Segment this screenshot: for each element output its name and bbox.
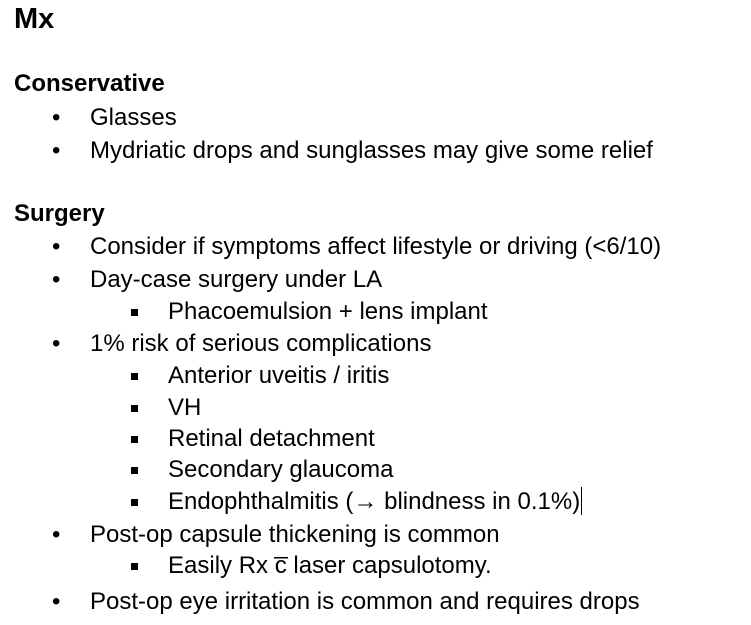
sub-list-item (0, 424, 751, 454)
sub-list-item (0, 297, 751, 327)
square-bullet-icon (131, 405, 138, 412)
list-item (0, 520, 751, 550)
sub-list-item-text: VH (168, 394, 202, 421)
square-bullet-icon (131, 563, 138, 570)
text-cursor (581, 487, 582, 515)
list-item-text: Glasses (90, 104, 177, 131)
square-bullet-icon (131, 499, 138, 506)
bullet-icon: • (52, 588, 61, 615)
sub-list-item-text: Endophthalmitis (→ blindness in 0.1%) (168, 488, 581, 515)
bullet-icon: • (52, 521, 61, 548)
sub-list-item (0, 551, 751, 581)
bullet-icon: • (52, 233, 61, 260)
bullet-icon: • (52, 104, 61, 131)
sub-list-item (0, 487, 751, 517)
sub-list-item-text: Secondary glaucoma (168, 456, 394, 483)
sub-list-item-text-wrap (168, 487, 582, 517)
list-item-text: Mydriatic drops and sunglasses may give some relief (90, 137, 653, 164)
square-bullet-icon (131, 373, 138, 380)
page-title: Mx (14, 3, 55, 35)
list-item (0, 587, 751, 617)
list-item-text: Post-op eye irritation is common and requires drops (90, 588, 640, 615)
sub-list-item-text: Retinal detachment (168, 425, 375, 452)
list-item-text: Consider if symptoms affect lifestyle or driving (<6/10) (90, 233, 662, 260)
list-item (0, 103, 751, 133)
bullet-icon: • (52, 137, 61, 164)
square-bullet-icon (131, 436, 138, 443)
sub-list-item-text: Anterior uveitis / iritis (168, 362, 390, 389)
sub-list-item (0, 455, 751, 485)
section-heading-surgery: Surgery (14, 200, 105, 227)
list-item (0, 265, 751, 295)
bullet-icon: • (52, 266, 61, 293)
sub-list-item-text: Phacoemulsion + lens implant (168, 298, 488, 325)
list-item-text: Post-op capsule thickening is common (90, 521, 500, 548)
sub-list-item (0, 361, 751, 391)
list-item (0, 232, 751, 262)
section-heading-conservative: Conservative (14, 70, 165, 97)
square-bullet-icon (131, 309, 138, 316)
list-item-text: 1% risk of serious complications (90, 330, 432, 357)
bullet-icon: • (52, 330, 61, 357)
sub-list-item-text: Easily Rx c̅ laser capsulotomy. (168, 552, 492, 579)
list-item (0, 136, 751, 166)
list-item-text: Day-case surgery under LA (90, 266, 383, 293)
list-item (0, 329, 751, 359)
square-bullet-icon (131, 467, 138, 474)
sub-list-item (0, 393, 751, 423)
